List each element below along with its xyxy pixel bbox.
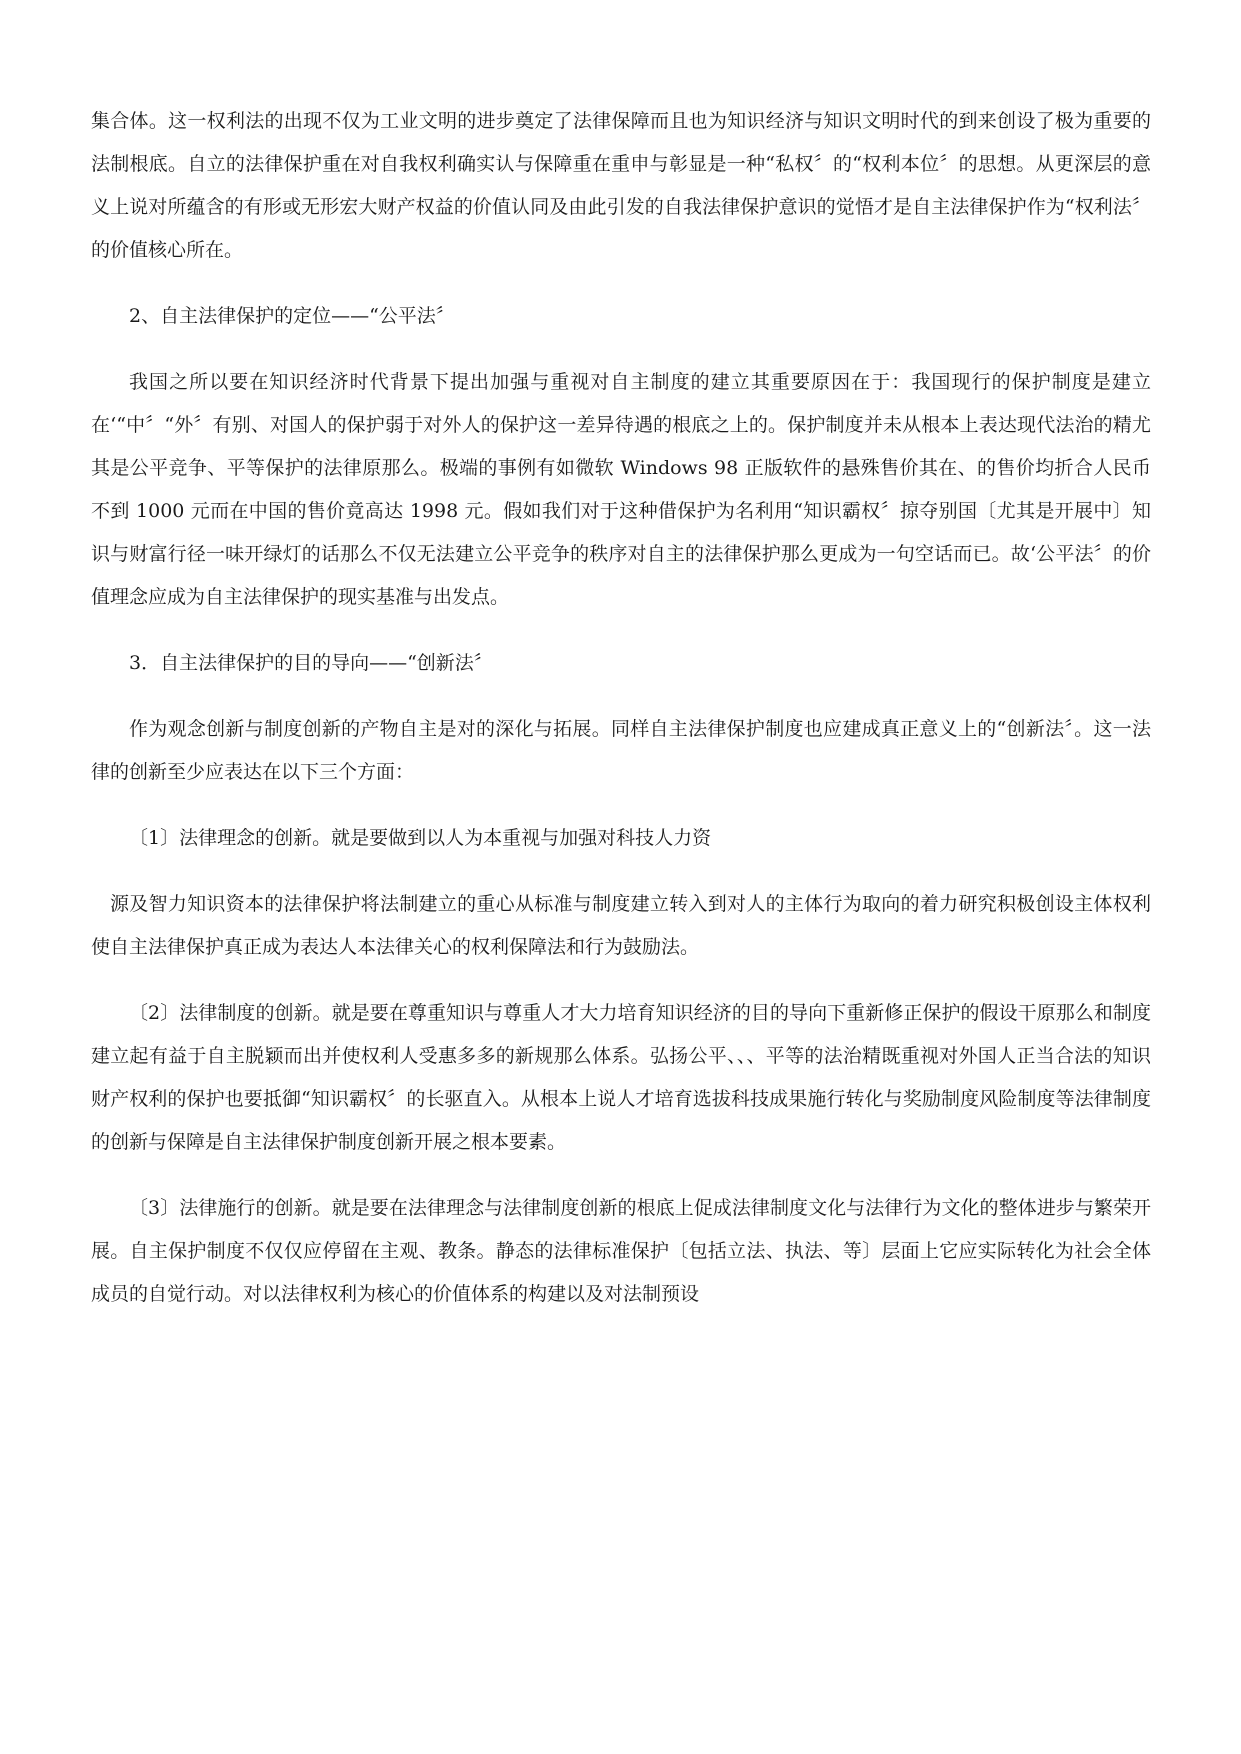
- section-heading-3: 3．自主法律保护的目的导向——“创新法〞: [129, 652, 493, 674]
- paragraph-gap: [91, 860, 1151, 883]
- section-heading-2: 2、自主法律保护的定位——“公平法〞: [129, 305, 455, 327]
- paragraph-item-2: 〔2〕法律制度的创新。就是要在尊重知识与尊重人才大力培育知识经济的目的导向下重新修正保护的假设干原那么和制度建立起有益于自主脱颖而出并使权利人受惠多多的新规那么体系。弘扬公平、、、平等的法治精既重视对外国人正当合法的知识财产权利的保护也要抵御“知识霸权〞的长驱直入。从根本上说人才培育选拔科技成果施行转化与奖励制度风险制度等法律制度的创新与保障是自主法律保护制度创新开展之根本要素。: [91, 1002, 1151, 1153]
- paragraph-gap: [91, 685, 1151, 708]
- paragraph-innovation-law: 作为观念创新与制度创新的产物自主是对的深化与拓展。同样自主法律保护制度也应建成真正意义上的“创新法〞。这一法律的创新至少应表达在以下三个方面：: [91, 718, 1151, 783]
- paragraph-gap: [91, 338, 1151, 361]
- paragraph-fair-law: 我国之所以要在知识经济时代背景下提出加强与重视对自主制度的建立其重要原因在于：我国现行的保护制度是建立在‘“中〞“外〞有别、对国人的保护弱于对外人的保护这一差异待遇的根底之上的。保护制度并未从根本上表达现代法治的精尤其是公平竞争、平等保护的法律原那么。极端的事例有如微软 Windows 98 正版软件的悬殊售价其在、的售价均折合人民币不到 1000 元而在中国的售价竟高达 1998 元。假如我们对于这种借保护为名利用“知识霸权〞掠夺别国〔尤其是开展中〕知识与财富行径一味开绿灯的话那么不仅无法建立公平竞争的秩序对自主的法律保护那么更成为一句空话而已。故‘公平法〞的价值理念应成为自主法律保护的现实基准与出发点。: [91, 371, 1151, 608]
- paragraph-gap: [91, 969, 1151, 992]
- document-page: [91, 100, 1151, 1316]
- paragraph-gap: [91, 619, 1151, 642]
- paragraph-item-1-continued: 源及智力知识资本的法律保护将法制建立的重心从标准与制度建立转入到对人的主体行为取向的着力研究积极创设主体权利使自主法律保护真正成为表达人本法律关心的权利保障法和行为鼓励法。: [91, 893, 1151, 958]
- paragraph-gap: [91, 272, 1151, 295]
- paragraph-gap: [91, 1164, 1151, 1187]
- paragraph-item-3: 〔3〕法律施行的创新。就是要在法律理念与法律制度创新的根底上促成法律制度文化与法律行为文化的整体进步与繁荣开展。自主保护制度不仅仅应停留在主观、教条。静态的法律标准保护〔包括立法、执法、等〕层面上它应实际转化为社会全体成员的自觉行动。对以法律权利为核心的价值体系的构建以及对法制预设: [91, 1197, 1151, 1305]
- paragraph-gap: [91, 794, 1151, 817]
- paragraph-continuation: 集合体。这一权利法的出现不仅为工业文明的进步奠定了法律保障而且也为知识经济与知识文明时代的到来创设了极为重要的法制根底。自立的法律保护重在对自我权利确实认与保障重在重申与彰显是一种“私权〞的“权利本位〞的思想。从更深层的意义上说对所蕴含的有形或无形宏大财产权益的价值认同及由此引发的自我法律保护意识的觉悟才是自主法律保护作为“权利法〞的价值核心所在。: [91, 110, 1151, 261]
- paragraph-item-1: 〔1〕法律理念的创新。就是要做到以人为本重视与加强对科技人力资: [129, 827, 712, 849]
